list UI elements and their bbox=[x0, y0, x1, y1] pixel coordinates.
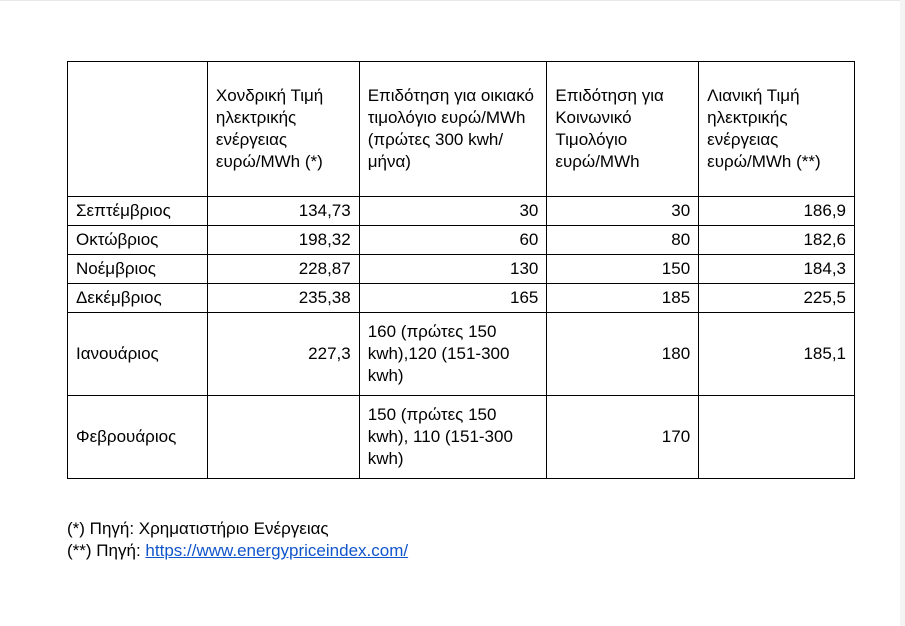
header-household-subsidy: Επιδότηση για οικιακό τιμολόγιο ευρώ/MWh (πρώτες 300 kwh/μήνα) bbox=[359, 62, 547, 197]
footnote-retail-source bbox=[67, 540, 408, 562]
retail-cell bbox=[699, 396, 855, 479]
electricity-price-table bbox=[67, 61, 855, 479]
table-row bbox=[68, 226, 855, 255]
household-subsidy-cell: 150 (πρώτες 150 kwh), 110 (151-300 kwh) bbox=[359, 396, 547, 479]
energy-price-index-link[interactable]: https://www.energypriceindex.com/ bbox=[145, 541, 409, 560]
table-row bbox=[68, 396, 855, 479]
month-cell: Φεβρουάριος bbox=[68, 396, 208, 479]
footnote-wholesale-source: (*) Πηγή: Χρηματιστήριο Ενέργειας bbox=[67, 519, 329, 538]
wholesale-cell: 227,3 bbox=[207, 313, 359, 396]
right-scroll-edge bbox=[900, 0, 905, 626]
household-subsidy-cell: 160 (πρώτες 150 kwh),120 (151-300 kwh) bbox=[359, 313, 547, 396]
table-row bbox=[68, 313, 855, 396]
month-cell: Σεπτέμβριος bbox=[68, 197, 208, 226]
header-wholesale-price: Χονδρική Τιμή ηλεκτρικής ενέργειας ευρώ/MWh (*) bbox=[207, 62, 359, 197]
month-cell: Νοέμβριος bbox=[68, 255, 208, 284]
retail-cell: 186,9 bbox=[699, 197, 855, 226]
table-row bbox=[68, 284, 855, 313]
wholesale-cell bbox=[207, 396, 359, 479]
household-subsidy-cell: 130 bbox=[359, 255, 547, 284]
social-subsidy-cell: 170 bbox=[547, 396, 699, 479]
table-row bbox=[68, 255, 855, 284]
social-subsidy-cell: 150 bbox=[547, 255, 699, 284]
wholesale-cell: 228,87 bbox=[207, 255, 359, 284]
month-cell: Ιανουάριος bbox=[68, 313, 208, 396]
retail-cell: 225,5 bbox=[699, 284, 855, 313]
social-subsidy-cell: 185 bbox=[547, 284, 699, 313]
header-retail-price: Λιανική Τιμή ηλεκτρικής ενέργειας ευρώ/MWh (**) bbox=[699, 62, 855, 197]
social-subsidy-cell: 80 bbox=[547, 226, 699, 255]
header-month bbox=[68, 62, 208, 197]
wholesale-cell: 235,38 bbox=[207, 284, 359, 313]
header-social-subsidy: Επιδότηση για Κοινωνικό Τιμολόγιο ευρώ/MWh bbox=[547, 62, 699, 197]
retail-cell: 185,1 bbox=[699, 313, 855, 396]
social-subsidy-cell: 180 bbox=[547, 313, 699, 396]
wholesale-cell: 198,32 bbox=[207, 226, 359, 255]
social-subsidy-cell: 30 bbox=[547, 197, 699, 226]
footnotes bbox=[67, 518, 408, 562]
household-subsidy-cell: 30 bbox=[359, 197, 547, 226]
footnote-retail-prefix: (**) Πηγή: bbox=[67, 541, 146, 560]
month-cell: Οκτώβριος bbox=[68, 226, 208, 255]
retail-cell: 182,6 bbox=[699, 226, 855, 255]
month-cell: Δεκέμβριος bbox=[68, 284, 208, 313]
retail-cell: 184,3 bbox=[699, 255, 855, 284]
table-row bbox=[68, 197, 855, 226]
household-subsidy-cell: 165 bbox=[359, 284, 547, 313]
household-subsidy-cell: 60 bbox=[359, 226, 547, 255]
table-header-row bbox=[68, 62, 855, 197]
top-edge-line bbox=[0, 0, 905, 1]
wholesale-cell: 134,73 bbox=[207, 197, 359, 226]
